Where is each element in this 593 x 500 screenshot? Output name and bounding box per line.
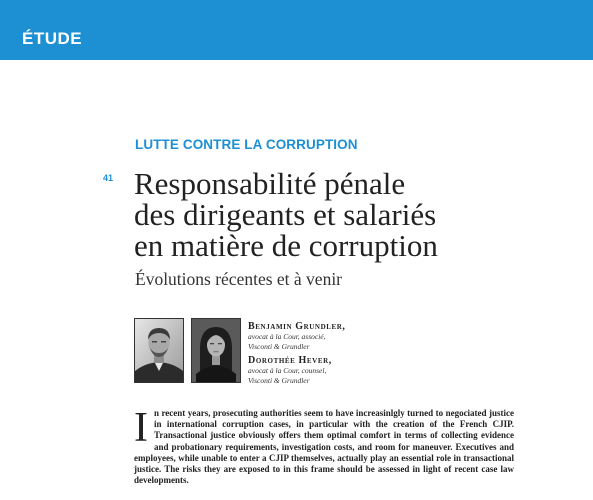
drop-cap: I <box>134 405 148 451</box>
author-list <box>248 321 448 389</box>
section-banner <box>0 0 593 60</box>
title-line: en matière de corruption <box>134 228 438 263</box>
author-firm: Visconti & Grundler <box>248 375 310 385</box>
author-role: avocat à la Cour, counsel, <box>248 366 327 375</box>
title-line: Responsabilité pénale <box>134 166 406 201</box>
title-line: des dirigeants et salariés <box>134 197 437 232</box>
section-label: ÉTUDE <box>22 29 83 48</box>
author-name: Benjamin Grundler, <box>248 321 346 332</box>
author-firm: Visconti & Grundler <box>248 341 310 351</box>
article-rubric: LUTTE CONTRE LA CORRUPTION <box>135 137 358 152</box>
author-photo-grundler <box>134 318 184 383</box>
author-name: Dorothée Hever, <box>248 355 332 366</box>
article-subtitle: Évolutions récentes et à venir <box>135 269 343 289</box>
article-number: 41 <box>103 173 114 183</box>
abstract <box>134 405 514 486</box>
author-entry <box>248 321 448 351</box>
author-entry <box>248 355 448 385</box>
article-title <box>134 168 574 261</box>
author-role: avocat à la Cour, associé, <box>248 332 326 341</box>
author-photo-hever <box>191 318 241 383</box>
abstract-text: n recent years, prosecuting authorities seem to have increasinlgly turned to negociated justice in international corruption cases, in particular with the creation of the French CJIP. Transactional justice obviously offers them optimal comfort in terms of collecting evidence and probationary requirements, investigation costs, and room for maneuver. Executives and employees, while unable to enter a CJIP themselves, actually play an essential role in transactional justice. The risks they are exposed to in this frame should be assessed in light of recent case law developments. <box>134 408 514 486</box>
